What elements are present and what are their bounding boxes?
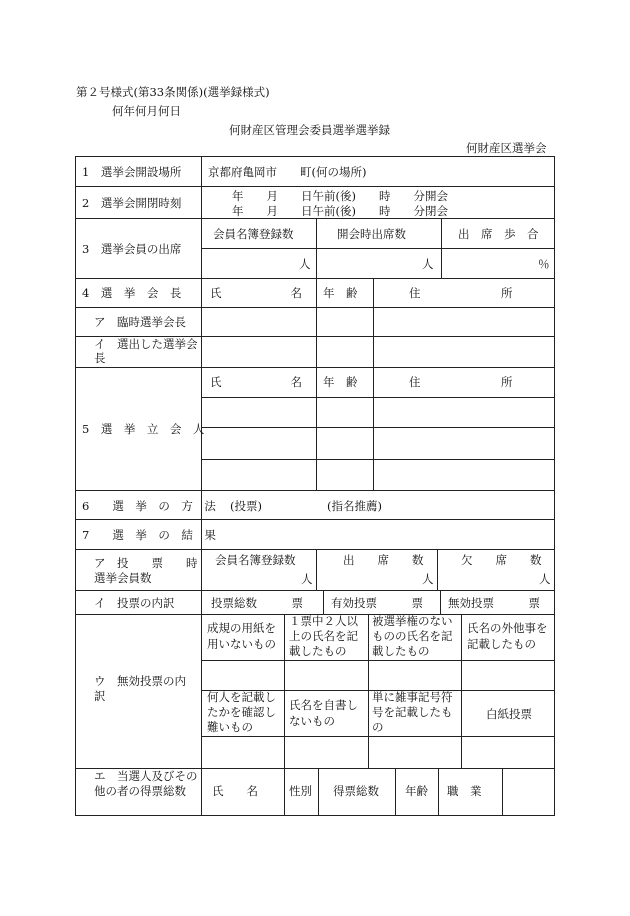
close-time: 年 月 日午前(後) 時 分閉会 [232, 204, 448, 218]
elected-name-header: 氏 名 [212, 784, 258, 798]
breakdown-label: イ 投票の内訳 [94, 596, 175, 610]
method-label: 6 選 挙 の 方 法 [82, 499, 216, 513]
witness-address-header: 住 所 [409, 375, 513, 389]
present-unit: 人 [422, 257, 434, 271]
invalid-reason-unidentifiable: 何人を記載したかを確認し難いもの [207, 690, 276, 734]
members-registered-unit: 人 [301, 572, 313, 586]
invalid-reason-multiple-names: １票中２人以上の氏名を記載したもの [289, 614, 358, 658]
invalid-reason-wrong-form: 成規の用紙を用いないもの [207, 621, 276, 651]
valid-votes: 有効投票 票 [331, 596, 423, 610]
elected-label: エ 当選人及びその他の者の得票総数 [94, 769, 198, 798]
chair-label: 4 選 挙 会 長 [82, 286, 182, 300]
invalid-reason-ineligible: 被選挙権のないものの氏名を記載したもの [372, 614, 453, 658]
page-title: 何財産区管理会委員選挙選挙録 [229, 123, 390, 137]
members-present-header: 出 席 数 [343, 553, 424, 567]
witness-name-header: 氏 名 [210, 375, 302, 389]
members-present-unit: 人 [422, 572, 434, 586]
elected-job-header: 職 業 [447, 784, 482, 798]
invalid-votes: 無効投票 票 [448, 596, 540, 610]
form-label: 第２号様式(第33条関係)(選挙録様式) [76, 85, 270, 99]
total-votes: 投票総数 票 [211, 596, 303, 610]
registered-unit: 人 [299, 257, 311, 271]
method-nominate: (指名推薦) [327, 499, 382, 513]
elected-sex-header: 性別 [289, 784, 312, 798]
members-absent-header: 欠 席 数 [461, 553, 542, 567]
elected-age-header: 年齢 [405, 784, 428, 798]
times-label: 2 選挙会開閉時刻 [82, 196, 182, 210]
result-label: 7 選 挙 の 結 果 [82, 528, 216, 542]
elected-chair-label: イ 選出した選挙会長 [94, 337, 198, 365]
invalid-breakdown-label: ウ 無効投票の内 訳 [94, 674, 232, 703]
invalid-reason-other-matters: 氏名の外他事を記載したもの [467, 621, 548, 651]
venue-label: 1 選挙会開設場所 [82, 165, 182, 179]
attendance-label: 3 選挙会員の出席 [82, 242, 182, 256]
chair-name-header: 氏 名 [210, 286, 302, 300]
issuer: 何財産区選挙会 [466, 141, 547, 155]
open-time: 年 月 日午前(後) 時 分開会 [232, 189, 448, 203]
invalid-reason-symbols: 単に雑事記号符号を記載したもの [372, 690, 453, 734]
date-line: 何年何月何日 [112, 104, 181, 118]
members-registered-header: 会員名簿登録数 [215, 553, 296, 567]
elected-votes-header: 得票総数 [333, 784, 379, 798]
witness-label: 5 選 挙 立 会 人 [82, 422, 205, 436]
witness-age-header: 年 齢 [323, 375, 358, 389]
registered-count-header: 会員名簿登録数 [213, 227, 294, 241]
members-label: ア 投 票 時 選挙会員数 [94, 556, 209, 585]
invalid-reason-not-handwritten: 氏名を自書しないもの [289, 698, 358, 728]
method-vote: (投票) [230, 499, 262, 513]
rate-unit: ％ [538, 257, 550, 271]
chair-address-header: 住 所 [409, 286, 513, 300]
attendance-rate-header: 出 席 歩 合 [458, 227, 539, 241]
chair-age-header: 年 齢 [323, 286, 358, 300]
present-count-header: 開会時出席数 [337, 227, 406, 241]
temp-chair-label: ア 臨時選挙会長 [94, 315, 186, 329]
venue-value: 京都府亀岡市 町(何の場所) [208, 165, 367, 179]
invalid-reason-blank: 白紙投票 [486, 707, 532, 721]
members-absent-unit: 人 [539, 572, 551, 586]
